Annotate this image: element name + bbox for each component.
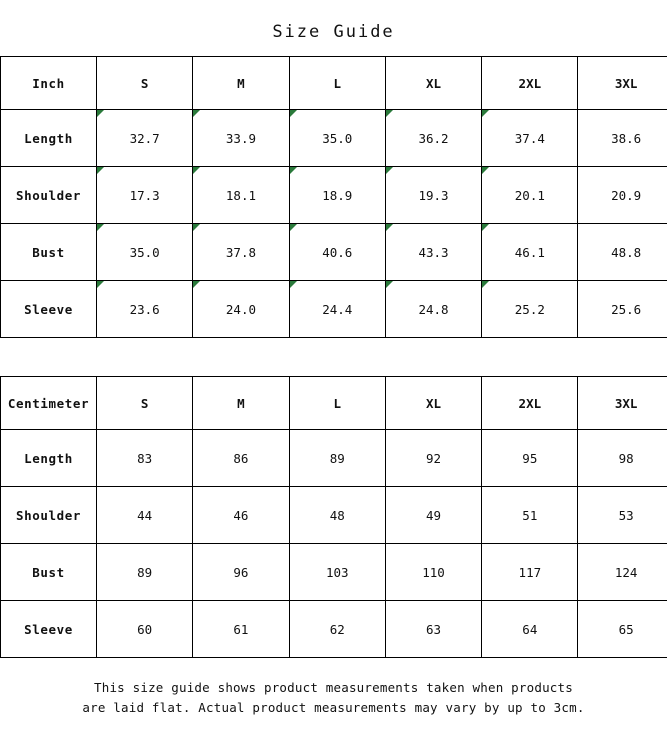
cell-sleeve-3xl: 65 <box>578 601 667 658</box>
cell-bust-xl: 110 <box>385 544 481 601</box>
table-separator <box>0 338 667 376</box>
cell-bust-m: 96 <box>193 544 289 601</box>
cell-length-l: 35.0 <box>289 110 385 167</box>
cell-length-l: 89 <box>289 430 385 487</box>
cell-length-s: 32.7 <box>97 110 193 167</box>
cell-length-m: 33.9 <box>193 110 289 167</box>
size-guide-note <box>0 658 667 718</box>
row-label-sleeve: Sleeve <box>1 281 97 338</box>
inch-size-table <box>0 56 667 338</box>
table-row <box>1 281 667 338</box>
cell-bust-s: 35.0 <box>97 224 193 281</box>
column-header-xl: XL <box>385 377 481 430</box>
cell-sleeve-xl: 24.8 <box>385 281 481 338</box>
cell-bust-s: 89 <box>97 544 193 601</box>
row-label-bust: Bust <box>1 544 97 601</box>
cell-bust-l: 40.6 <box>289 224 385 281</box>
row-label-shoulder: Shoulder <box>1 167 97 224</box>
page-title: Size Guide <box>272 22 395 42</box>
cell-sleeve-l: 62 <box>289 601 385 658</box>
cell-bust-m: 37.8 <box>193 224 289 281</box>
table-header-row <box>1 377 667 430</box>
table-row <box>1 487 667 544</box>
unit-label-centimeter: Centimeter <box>1 377 97 430</box>
column-header-3xl: 3XL <box>578 57 667 110</box>
row-label-sleeve: Sleeve <box>1 601 97 658</box>
cell-length-3xl: 98 <box>578 430 667 487</box>
cell-sleeve-l: 24.4 <box>289 281 385 338</box>
column-header-xl: XL <box>385 57 481 110</box>
cell-length-xl: 36.2 <box>385 110 481 167</box>
cell-shoulder-l: 48 <box>289 487 385 544</box>
cell-sleeve-2xl: 25.2 <box>482 281 578 338</box>
centimeter-size-table <box>0 376 667 658</box>
cell-sleeve-2xl: 64 <box>482 601 578 658</box>
table-row <box>1 430 667 487</box>
note-line-2: are laid flat. Actual product measurements may vary by up to 3cm. <box>82 700 585 715</box>
column-header-2xl: 2XL <box>482 57 578 110</box>
table-row <box>1 224 667 281</box>
column-header-2xl: 2XL <box>482 377 578 430</box>
column-header-m: M <box>193 57 289 110</box>
column-header-m: M <box>193 377 289 430</box>
cell-bust-2xl: 117 <box>482 544 578 601</box>
cell-bust-3xl: 48.8 <box>578 224 667 281</box>
cell-shoulder-m: 18.1 <box>193 167 289 224</box>
cell-bust-xl: 43.3 <box>385 224 481 281</box>
table-row <box>1 544 667 601</box>
cell-length-2xl: 37.4 <box>482 110 578 167</box>
cell-sleeve-m: 24.0 <box>193 281 289 338</box>
cell-shoulder-xl: 49 <box>385 487 481 544</box>
cell-length-m: 86 <box>193 430 289 487</box>
row-label-bust: Bust <box>1 224 97 281</box>
cell-sleeve-s: 60 <box>97 601 193 658</box>
column-header-l: L <box>289 57 385 110</box>
row-label-shoulder: Shoulder <box>1 487 97 544</box>
cell-shoulder-s: 44 <box>97 487 193 544</box>
cell-sleeve-s: 23.6 <box>97 281 193 338</box>
table-header-row <box>1 57 667 110</box>
note-line-1: This size guide shows product measurements taken when products <box>94 680 573 695</box>
column-header-3xl: 3XL <box>578 377 667 430</box>
row-label-length: Length <box>1 430 97 487</box>
cell-length-xl: 92 <box>385 430 481 487</box>
cell-shoulder-xl: 19.3 <box>385 167 481 224</box>
cell-shoulder-l: 18.9 <box>289 167 385 224</box>
row-label-length: Length <box>1 110 97 167</box>
cell-shoulder-3xl: 20.9 <box>578 167 667 224</box>
cell-shoulder-s: 17.3 <box>97 167 193 224</box>
cell-bust-3xl: 124 <box>578 544 667 601</box>
cell-sleeve-m: 61 <box>193 601 289 658</box>
cell-shoulder-2xl: 51 <box>482 487 578 544</box>
cell-bust-l: 103 <box>289 544 385 601</box>
cell-length-s: 83 <box>97 430 193 487</box>
column-header-l: L <box>289 377 385 430</box>
table-row <box>1 110 667 167</box>
cell-length-2xl: 95 <box>482 430 578 487</box>
cell-length-3xl: 38.6 <box>578 110 667 167</box>
cell-shoulder-3xl: 53 <box>578 487 667 544</box>
cell-sleeve-3xl: 25.6 <box>578 281 667 338</box>
cell-bust-2xl: 46.1 <box>482 224 578 281</box>
cell-shoulder-2xl: 20.1 <box>482 167 578 224</box>
cell-shoulder-m: 46 <box>193 487 289 544</box>
cell-sleeve-xl: 63 <box>385 601 481 658</box>
column-header-s: S <box>97 57 193 110</box>
unit-label-inch: Inch <box>1 57 97 110</box>
table-row <box>1 601 667 658</box>
column-header-s: S <box>97 377 193 430</box>
table-row <box>1 167 667 224</box>
